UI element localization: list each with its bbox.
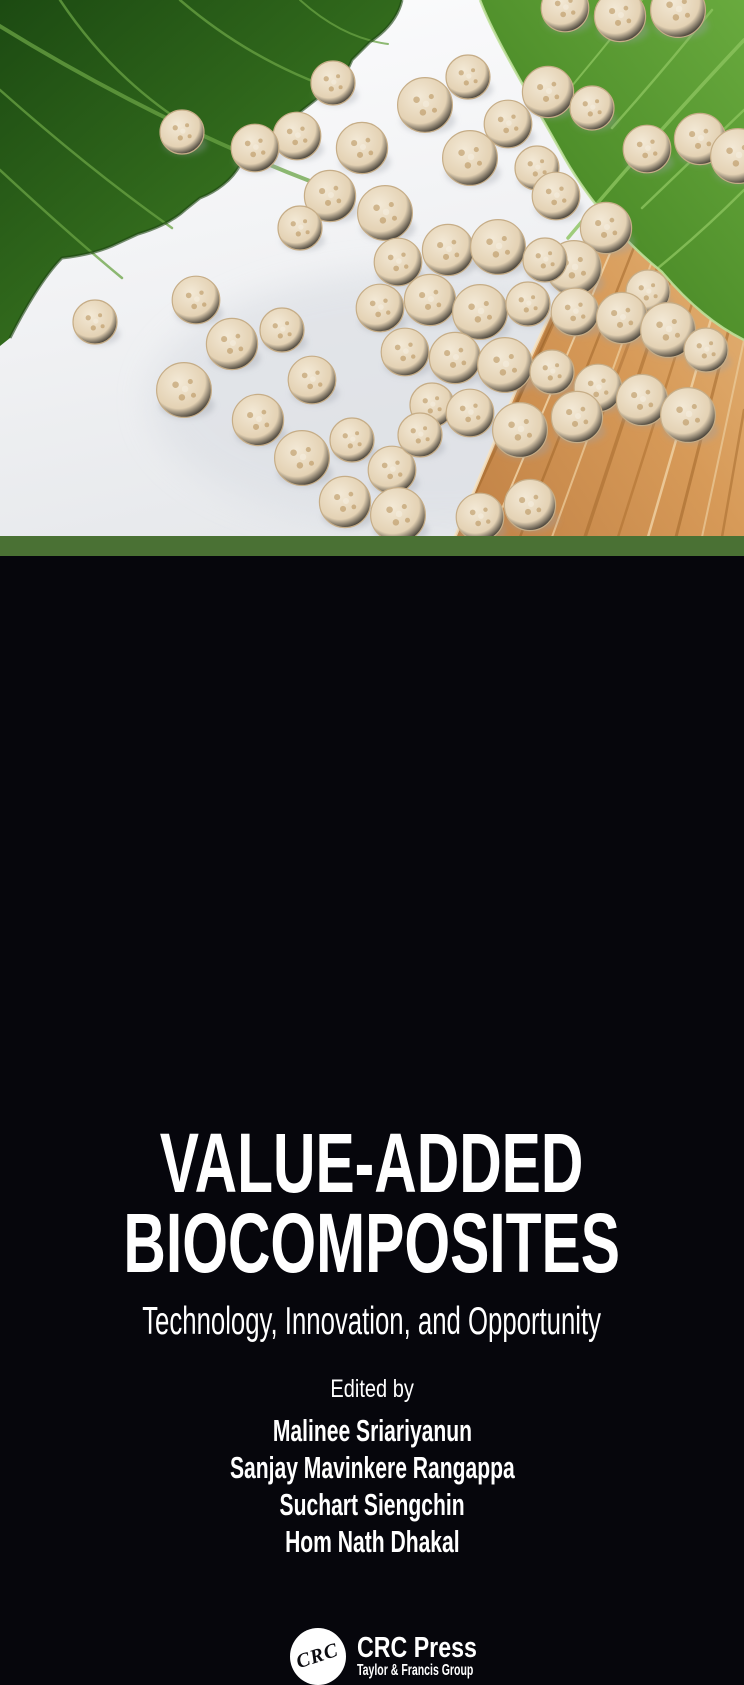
title-line-2: BIOCOMPOSITES: [123, 1196, 621, 1290]
editor-name: Sanjay Mavinkere Rangappa: [229, 1450, 515, 1485]
book-subtitle: [0, 1299, 744, 1345]
cover-photo: [0, 0, 744, 537]
edited-by-text: Edited by: [330, 1375, 414, 1403]
editors-list: [0, 1412, 744, 1560]
editor-name: Suchart Siengchin: [279, 1487, 465, 1522]
green-divider-band: [0, 536, 744, 556]
editor-name: Hom Nath Dhakal: [284, 1524, 460, 1559]
book-subtitle-text: Technology, Innovation, and Opportunity: [142, 1300, 602, 1343]
title-line-1: VALUE-ADDED: [160, 1116, 584, 1210]
book-title: [0, 1116, 744, 1290]
cover-photo-art: [0, 0, 744, 537]
edited-by-label: [0, 1374, 744, 1404]
crc-monogram: CRC: [293, 1638, 342, 1674]
publisher-name: CRC Press: [357, 1632, 477, 1664]
cover-lower-panel: [0, 556, 744, 1679]
crc-logo-circle-icon: [290, 1628, 346, 1685]
editor-name: Malinee Sriariyanun: [272, 1413, 472, 1448]
publisher-tagline: Taylor & Francis Group: [357, 1662, 474, 1679]
